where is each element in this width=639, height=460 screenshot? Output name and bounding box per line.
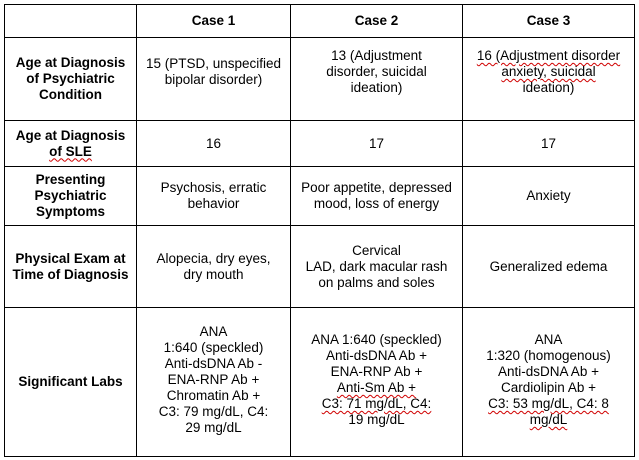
row-label-sle-age: Age at Diagnosis of SLE	[5, 121, 137, 167]
row-label-physical-exam: Physical Exam at Time of Diagnosis	[5, 226, 137, 308]
table-row	[5, 38, 635, 121]
row-label-symptoms: Presenting Psychiatric Symptoms	[5, 167, 137, 226]
cell-case3-sle-age: 17	[463, 121, 635, 167]
corner-cell	[5, 5, 137, 38]
table-row	[5, 308, 635, 457]
cell-case1-psych-age: 15 (PTSD, unspecified bipolar disorder)	[137, 38, 291, 121]
cell-case1-physical-exam: Alopecia, dry eyes, dry mouth	[137, 226, 291, 308]
cell-case2-sle-age: 17	[291, 121, 463, 167]
table-row	[5, 121, 635, 167]
header-row	[5, 5, 635, 38]
table-row	[5, 226, 635, 308]
cell-case2-symptoms: Poor appetite, depressed mood, loss of energy	[291, 167, 463, 226]
col-header-case-2: Case 2	[291, 5, 463, 38]
cell-case2-physical-exam: Cervical LAD, dark macular rash on palms and soles	[291, 226, 463, 308]
row-label-psych-age: Age at Diagnosis of Psychiatric Condition	[5, 38, 137, 121]
cell-case1-sle-age: 16	[137, 121, 291, 167]
case-comparison-table	[4, 4, 635, 457]
cell-case3-psych-age: 16 (Adjustment disorder anxiety, suicidal ideation)	[463, 38, 635, 121]
cell-case1-labs: ANA 1:640 (speckled) Anti-dsDNA Ab - ENA-RNP Ab + Chromatin Ab + C3: 79 mg/dL, C4: 29 mg/dL	[137, 308, 291, 457]
cell-case3-symptoms: Anxiety	[463, 167, 635, 226]
col-header-case-1: Case 1	[137, 5, 291, 38]
document-page	[4, 4, 635, 457]
table-row	[5, 167, 635, 226]
cell-case2-psych-age: 13 (Adjustment disorder, suicidal ideation)	[291, 38, 463, 121]
row-label-labs: Significant Labs	[5, 308, 137, 457]
cell-case3-physical-exam: Generalized edema	[463, 226, 635, 308]
cell-case2-labs: ANA 1:640 (speckled) Anti-dsDNA Ab + ENA-RNP Ab + Anti-Sm Ab + C3: 71 mg/dL, C4: 19 mg/dL	[291, 308, 463, 457]
cell-case1-symptoms: Psychosis, erratic behavior	[137, 167, 291, 226]
cell-case3-labs: ANA 1:320 (homogenous) Anti-dsDNA Ab + Cardiolipin Ab + C3: 53 mg/dL, C4: 8 mg/dL	[463, 308, 635, 457]
col-header-case-3: Case 3	[463, 5, 635, 38]
